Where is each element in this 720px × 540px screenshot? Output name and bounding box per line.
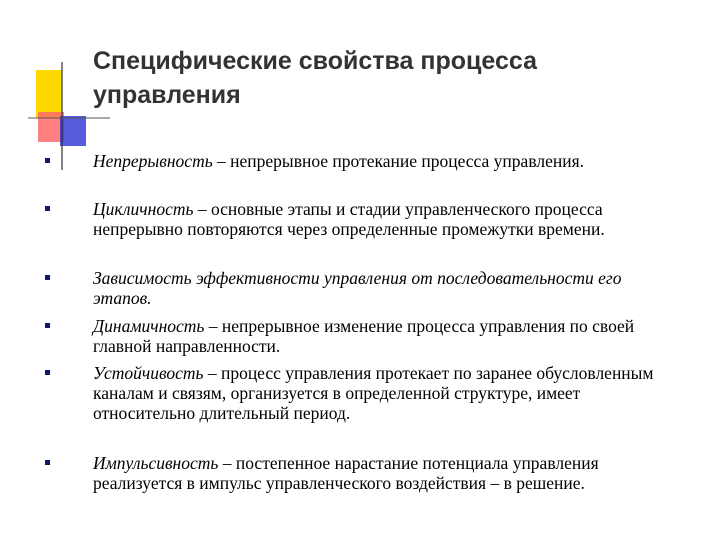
bullet-icon — [45, 206, 50, 211]
list-item — [93, 363, 663, 423]
bullet-icon — [45, 460, 50, 465]
item-term: Цикличность — [93, 199, 194, 219]
list-item — [93, 151, 663, 171]
slide-title: Специфические свойства процесса управления — [93, 47, 537, 109]
item-text: – непрерывное протекание процесса управления. — [212, 151, 584, 171]
item-term: Динамичность — [93, 316, 205, 336]
item-term: Устойчивость — [93, 363, 204, 383]
bullet-icon — [45, 370, 50, 375]
list-item — [93, 316, 663, 356]
item-text: – постепенное нарастание потенциала управления реализуется в импульс управленческого воздействия – в решение. — [93, 453, 599, 493]
bullet-icon — [45, 323, 50, 328]
item-term: Зависимость эффективности управления от последовательности его этапов. — [93, 268, 622, 308]
bullet-icon — [45, 158, 50, 163]
item-text: – основные этапы и стадии управленческого процесса непрерывно повторяются через определенные промежутки времени. — [93, 199, 605, 239]
item-text: – процесс управления протекает по заранее обусловленным каналам и связям, организуется в определенной структуре, имеет относительно длительный период. — [93, 363, 654, 423]
item-term: Непрерывность — [93, 151, 213, 171]
item-text: – непрерывное изменение процесса управления по своей главной направленности. — [93, 316, 635, 356]
list-item — [93, 268, 663, 308]
item-term: Импульсивность — [93, 453, 219, 473]
bullet-icon — [45, 275, 50, 280]
list-item — [93, 453, 663, 493]
list-item — [93, 199, 663, 239]
